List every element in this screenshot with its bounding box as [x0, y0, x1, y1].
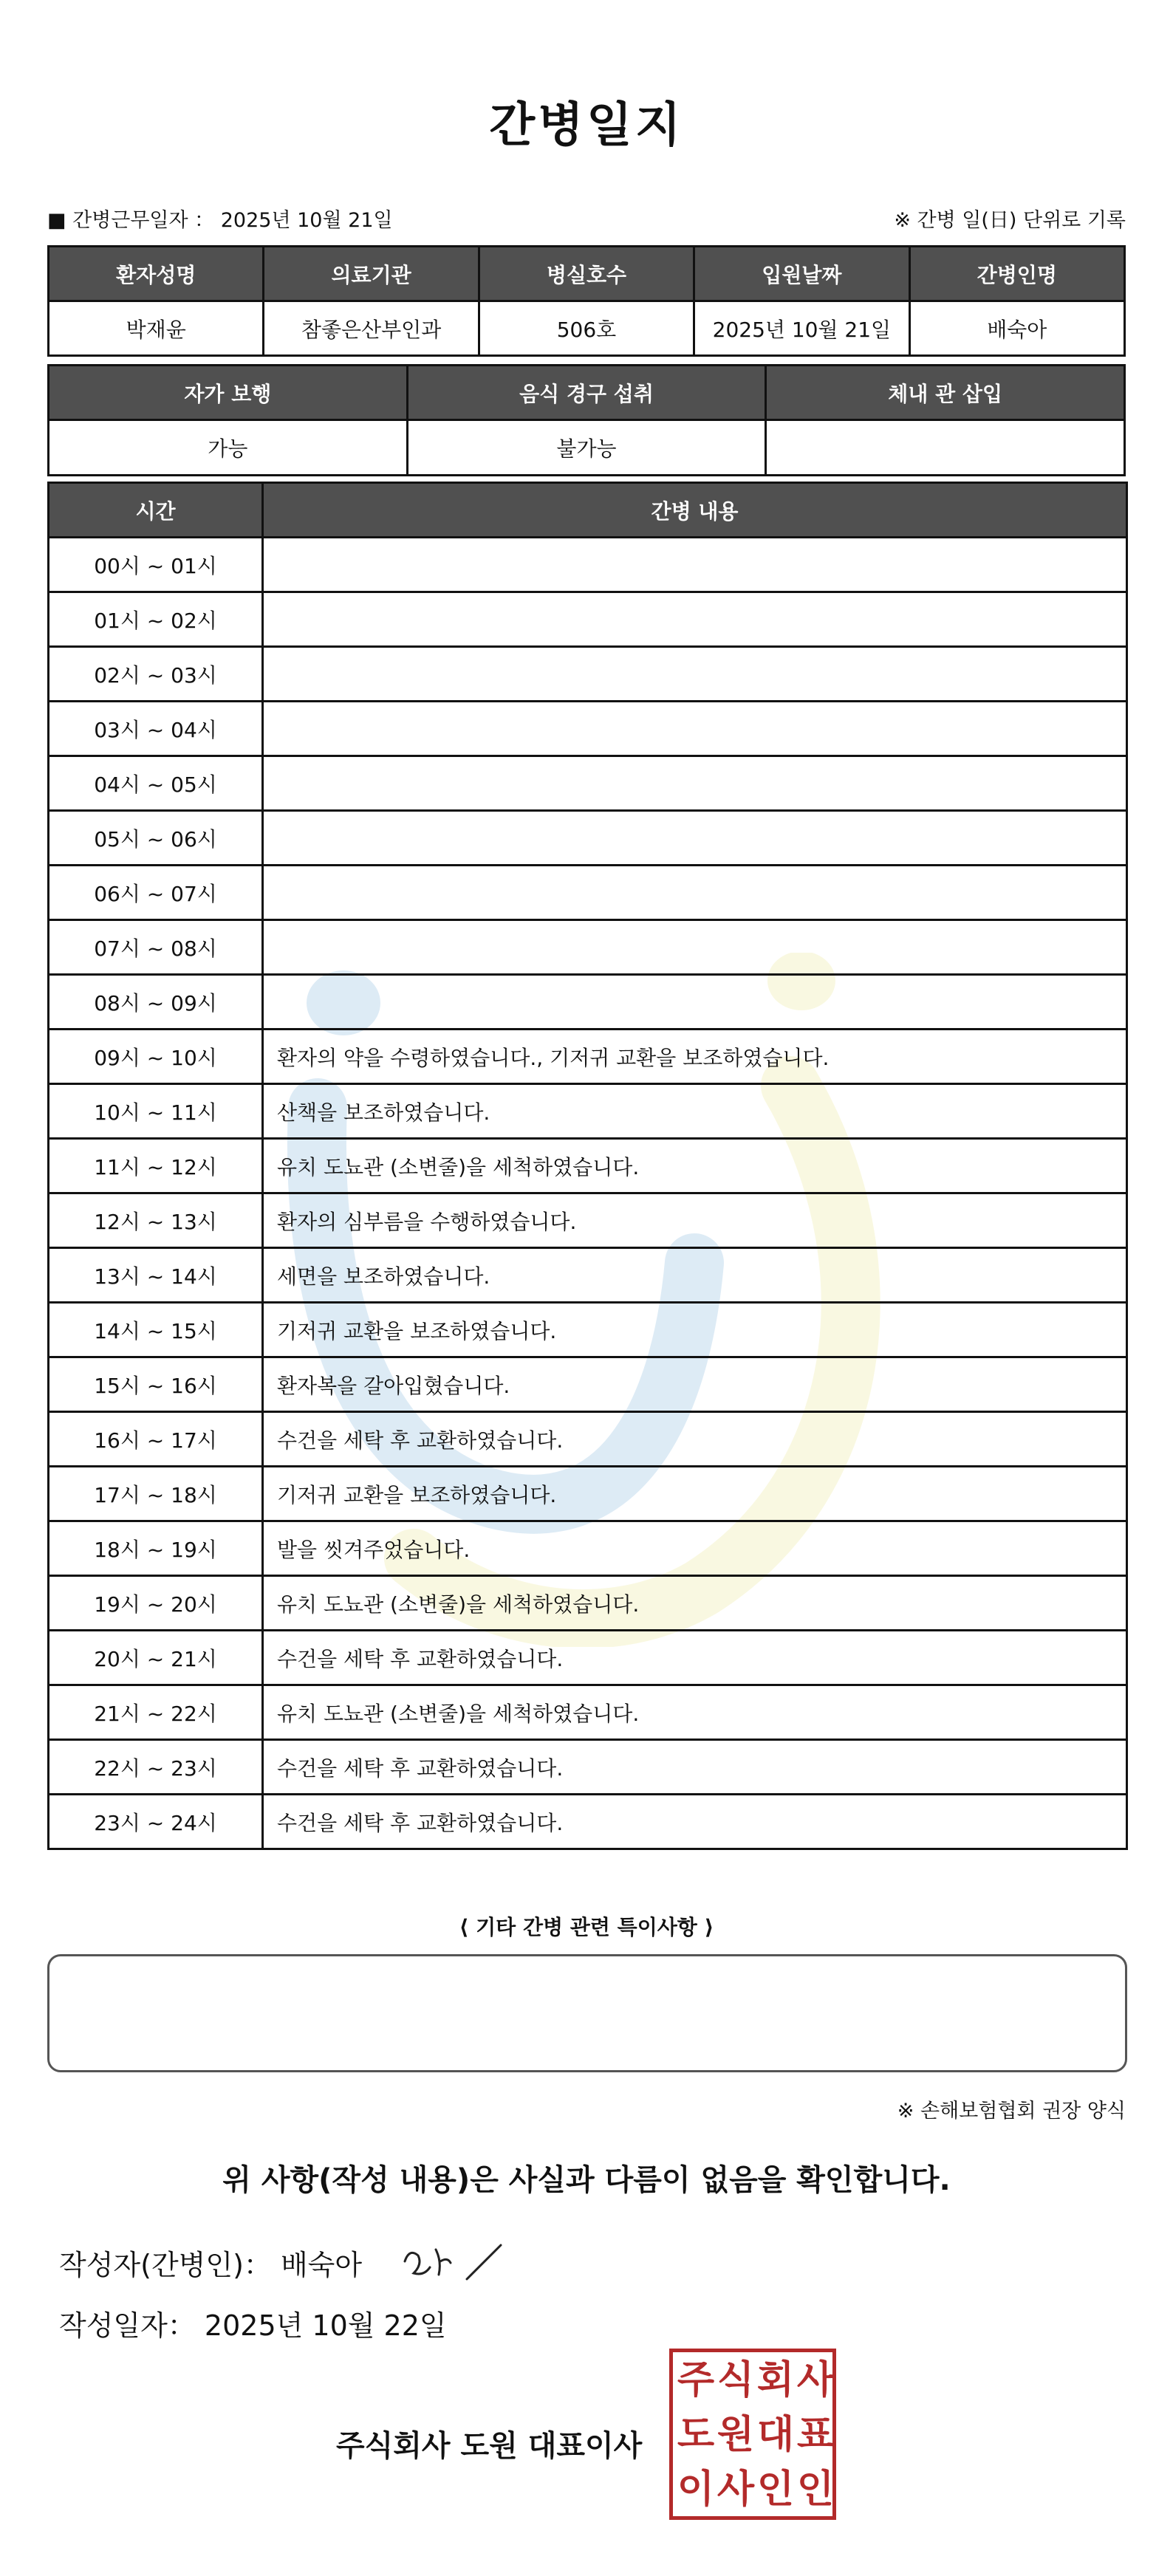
schedule-row	[49, 1521, 1127, 1576]
schedule-time: 15시 ~ 16시	[49, 1357, 263, 1412]
seal-character: 도	[677, 2413, 715, 2457]
schedule-content: 환자의 약을 수령하였습니다., 기저귀 교환을 보조하였습니다.	[263, 1030, 1127, 1084]
schedule-row	[49, 702, 1127, 756]
schedule-time: 12시 ~ 13시	[49, 1193, 263, 1248]
schedule-content: 수건을 세탁 후 교환하였습니다.	[263, 1740, 1127, 1795]
schedule-content: 유치 도뇨관 (소변줄)을 세척하였습니다.	[263, 1685, 1127, 1740]
header-patient-name: 환자성명	[49, 247, 264, 301]
oral-intake-status: 불가능	[407, 420, 766, 476]
caregiver-name: 배숙아	[909, 301, 1124, 356]
patient-info-table	[47, 245, 1126, 357]
schedule-time: 03시 ~ 04시	[49, 702, 263, 756]
seal-character: 사	[717, 2467, 755, 2512]
schedule-content: 수건을 세탁 후 교환하였습니다.	[263, 1412, 1127, 1467]
form-note: ※ 손해보험협회 권장 양식	[897, 2100, 1126, 2123]
schedule-content	[263, 811, 1127, 866]
schedule-content	[263, 702, 1127, 756]
schedule-header-row	[49, 483, 1127, 538]
schedule-row	[49, 1248, 1127, 1303]
seal-character: 이	[677, 2467, 715, 2512]
schedule-row	[49, 1467, 1127, 1521]
work-date: ■ 간병근무일자 ： 2025년 10월 21일	[47, 209, 393, 232]
handwritten-signature	[399, 2232, 510, 2291]
schedule-row	[49, 920, 1127, 975]
schedule-time: 13시 ~ 14시	[49, 1248, 263, 1303]
admission-date: 2025년 10월 21일	[694, 301, 909, 356]
schedule-content: 기저귀 교환을 보조하였습니다.	[263, 1303, 1127, 1357]
schedule-content	[263, 538, 1127, 592]
schedule-time: 09시 ~ 10시	[49, 1030, 263, 1084]
seal-character: 원	[717, 2413, 755, 2457]
seal-character: 사	[796, 2358, 835, 2402]
schedule-time: 21시 ~ 22시	[49, 1685, 263, 1740]
schedule-content	[263, 647, 1127, 702]
header-walking: 자가 보행	[49, 366, 408, 420]
record-note: ※ 간병 일(日) 단위로 기록	[894, 209, 1126, 232]
schedule-row	[49, 592, 1127, 647]
confirmation-statement: 위 사항(작성 내용)은 사실과 다름이 없음을 확인합니다.	[222, 2163, 951, 2197]
schedule-row	[49, 538, 1127, 592]
schedule-row	[49, 1303, 1127, 1357]
patient-status-table	[47, 364, 1126, 476]
patient-info-value-row	[49, 301, 1125, 356]
schedule-content	[263, 866, 1127, 920]
seal-character: 식	[717, 2358, 755, 2402]
header-care-content: 간병 내용	[263, 483, 1127, 538]
remarks-box	[47, 1954, 1127, 2072]
written-date: 작성일자： 2025년 10월 22일	[59, 2309, 447, 2342]
schedule-time: 20시 ~ 21시	[49, 1631, 263, 1685]
status-header-row	[49, 366, 1125, 420]
schedule-row	[49, 975, 1127, 1030]
schedule-time: 01시 ~ 02시	[49, 592, 263, 647]
schedule-row	[49, 866, 1127, 920]
schedule-row	[49, 1631, 1127, 1685]
schedule-time: 23시 ~ 24시	[49, 1795, 263, 1849]
schedule-content: 세면을 보조하였습니다.	[263, 1248, 1127, 1303]
schedule-content: 기저귀 교환을 보조하였습니다.	[263, 1467, 1127, 1521]
schedule-row	[49, 1740, 1127, 1795]
patient-info-header-row	[49, 247, 1125, 301]
seal-character: 주	[677, 2358, 715, 2402]
schedule-row	[49, 1685, 1127, 1740]
room-number: 506호	[479, 301, 694, 356]
schedule-time: 16시 ~ 17시	[49, 1412, 263, 1467]
schedule-time: 02시 ~ 03시	[49, 647, 263, 702]
schedule-time: 04시 ~ 05시	[49, 756, 263, 811]
schedule-row	[49, 1084, 1127, 1139]
care-schedule-table	[47, 482, 1128, 1850]
schedule-row	[49, 1357, 1127, 1412]
schedule-time: 11시 ~ 12시	[49, 1139, 263, 1193]
schedule-content: 산책을 보조하였습니다.	[263, 1084, 1127, 1139]
patient-name: 박재윤	[49, 301, 264, 356]
schedule-row	[49, 756, 1127, 811]
schedule-content	[263, 975, 1127, 1030]
schedule-row	[49, 1030, 1127, 1084]
header-caregiver: 간병인명	[909, 247, 1124, 301]
schedule-row	[49, 1139, 1127, 1193]
schedule-row	[49, 1412, 1127, 1467]
schedule-row	[49, 811, 1127, 866]
document-title: 간병일지	[489, 98, 684, 153]
schedule-row	[49, 1193, 1127, 1248]
seal-character: 회	[756, 2358, 795, 2402]
header-oral-intake: 음식 경구 섭취	[407, 366, 766, 420]
header-time: 시간	[49, 483, 263, 538]
schedule-content: 수건을 세탁 후 교환하였습니다.	[263, 1631, 1127, 1685]
schedule-time: 07시 ~ 08시	[49, 920, 263, 975]
schedule-content	[263, 756, 1127, 811]
schedule-time: 00시 ~ 01시	[49, 538, 263, 592]
schedule-time: 22시 ~ 23시	[49, 1740, 263, 1795]
writer-line: 작성자(간병인)： 배숙아	[59, 2249, 363, 2281]
seal-character: 인	[796, 2467, 835, 2512]
schedule-content: 유치 도뇨관 (소변줄)을 세척하였습니다.	[263, 1576, 1127, 1631]
schedule-time: 06시 ~ 07시	[49, 866, 263, 920]
schedule-time: 18시 ~ 19시	[49, 1521, 263, 1576]
tube-status	[766, 420, 1125, 476]
schedule-content	[263, 592, 1127, 647]
schedule-content	[263, 920, 1127, 975]
schedule-time: 10시 ~ 11시	[49, 1084, 263, 1139]
hospital-name: 참좋은산부인과	[264, 301, 479, 356]
schedule-row	[49, 647, 1127, 702]
seal-character: 대	[756, 2413, 795, 2457]
remarks-heading: ⟨ 기타 간병 관련 특이사항 ⟩	[459, 1915, 714, 1939]
schedule-content: 발을 씻겨주었습니다.	[263, 1521, 1127, 1576]
schedule-row	[49, 1576, 1127, 1631]
seal-character: 인	[756, 2467, 795, 2512]
schedule-content: 환자의 심부름을 수행하였습니다.	[263, 1193, 1127, 1248]
schedule-content: 유치 도뇨관 (소변줄)을 세척하였습니다.	[263, 1139, 1127, 1193]
schedule-body	[49, 538, 1127, 1849]
company-representative: 주식회사 도원 대표이사	[336, 2429, 643, 2463]
schedule-time: 05시 ~ 06시	[49, 811, 263, 866]
header-hospital: 의료기관	[264, 247, 479, 301]
header-admission-date: 입원날짜	[694, 247, 909, 301]
walking-status: 가능	[49, 420, 408, 476]
schedule-time: 14시 ~ 15시	[49, 1303, 263, 1357]
schedule-time: 19시 ~ 20시	[49, 1576, 263, 1631]
company-seal-stamp	[669, 2349, 836, 2520]
status-value-row	[49, 420, 1125, 476]
schedule-time: 17시 ~ 18시	[49, 1467, 263, 1521]
schedule-row	[49, 1795, 1127, 1849]
seal-character: 표	[796, 2413, 835, 2457]
header-tube: 체내 관 삽입	[766, 366, 1125, 420]
schedule-content: 수건을 세탁 후 교환하였습니다.	[263, 1795, 1127, 1849]
schedule-time: 08시 ~ 09시	[49, 975, 263, 1030]
schedule-content: 환자복을 갈아입혔습니다.	[263, 1357, 1127, 1412]
header-room: 병실호수	[479, 247, 694, 301]
